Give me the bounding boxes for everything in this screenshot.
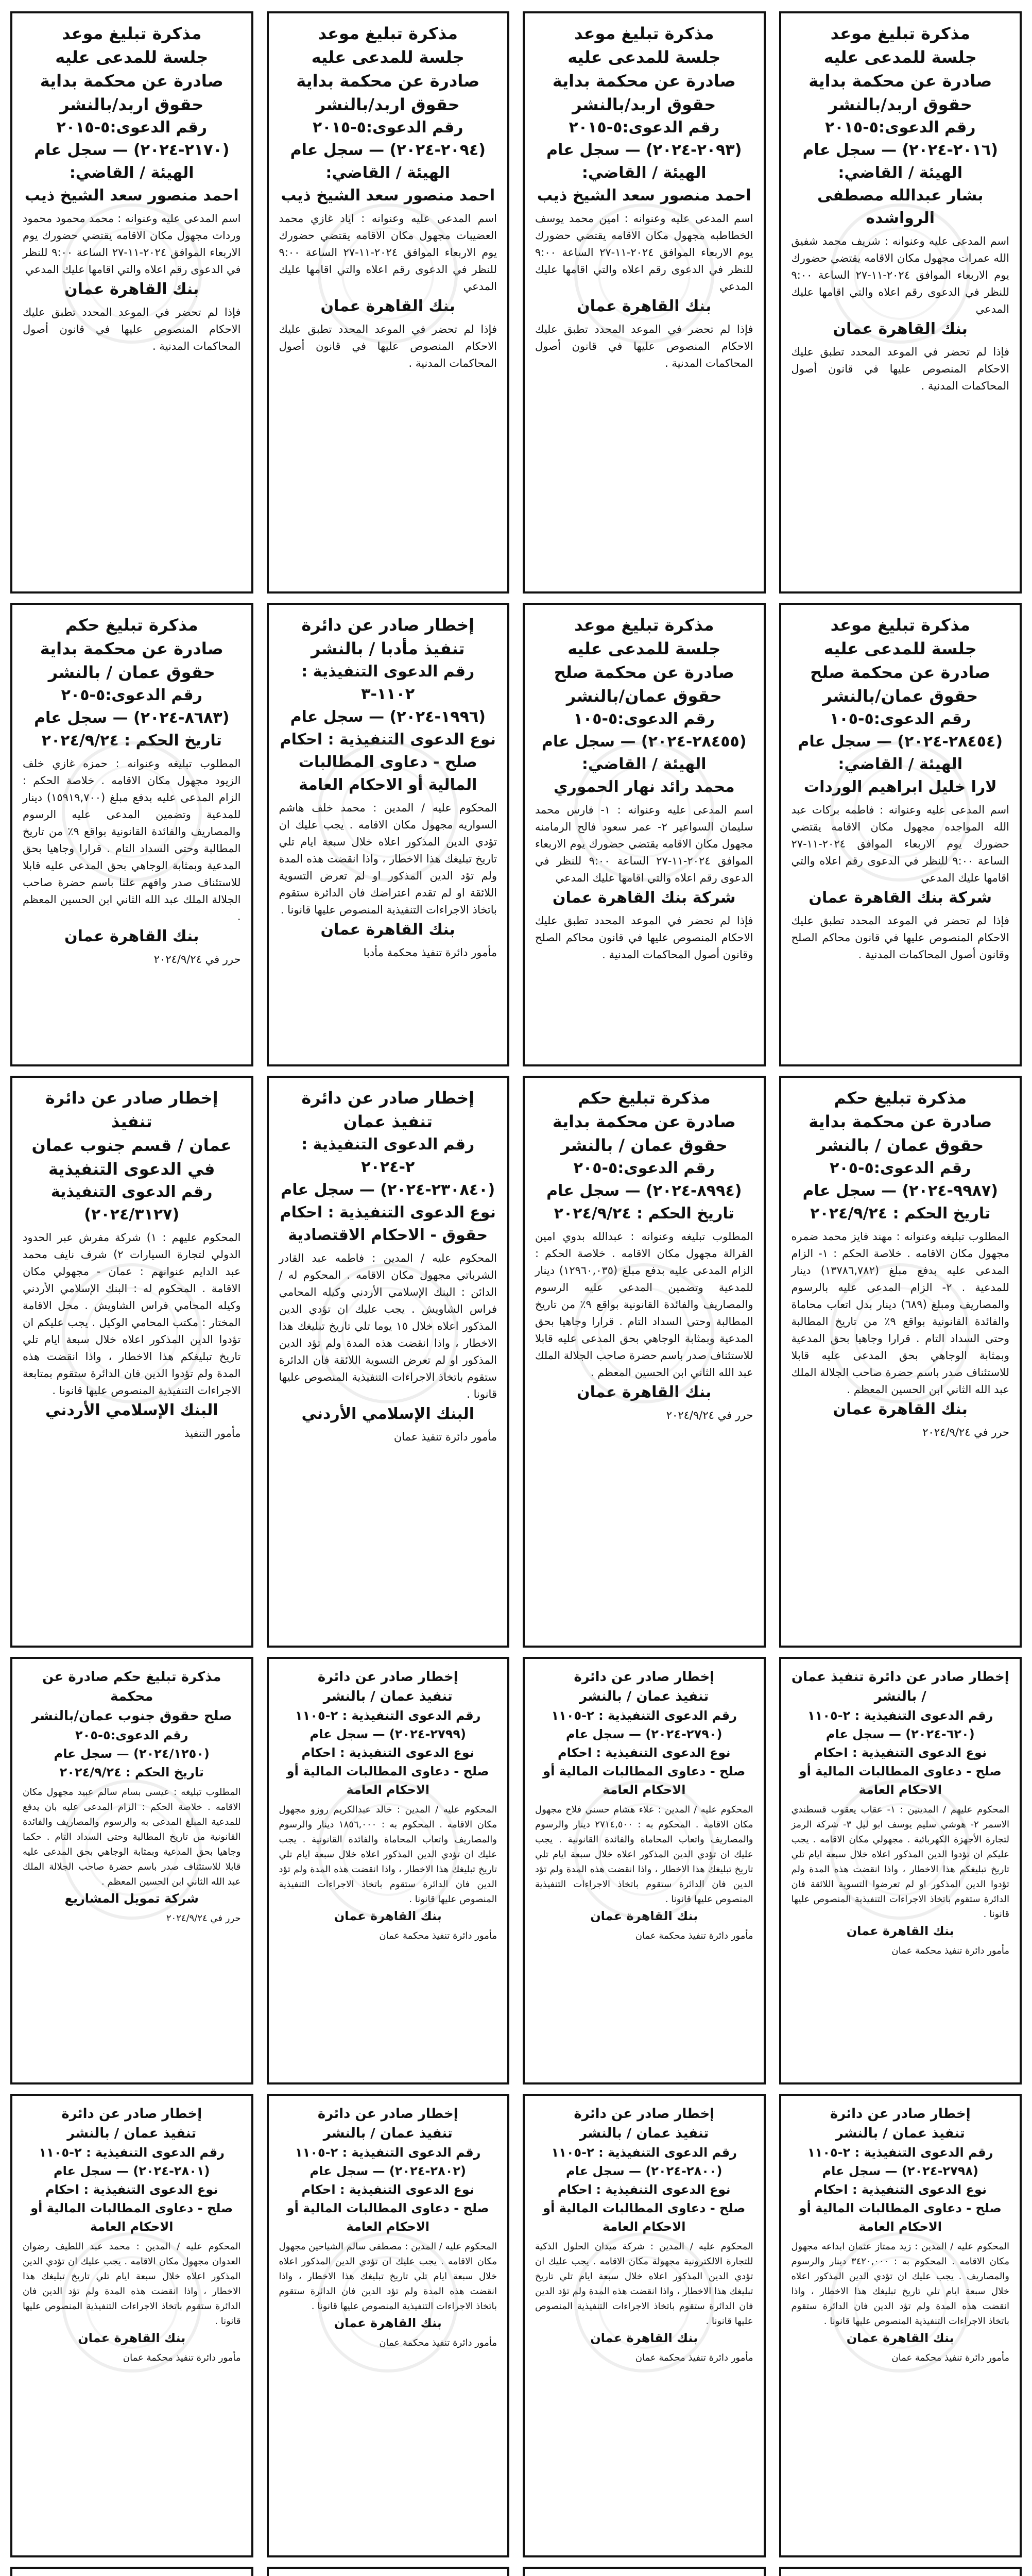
notice-case-info: تاريخ الحكم : ٢٠٢٤/٩/٢٤ <box>59 1765 204 1780</box>
notice-case-info: (٨٦٨٣-٢٠٢٤) — سجل عام <box>34 709 230 727</box>
notice-party: بنك القاهرة عمان <box>320 921 455 939</box>
legal-notice <box>10 11 253 594</box>
notice-case-info: صلح - دعاوى المطالبات المالية أو الاحكام العامة <box>286 1764 489 1797</box>
notice-party: بنك القاهرة عمان <box>320 297 455 315</box>
notice-body: المحكوم عليه / المدين : علاء هشام حسني فلاح مجهول مكان الاقامه . المحكوم به : ٢٧١٤,٥٠٠ دينار والرسوم والمصاريف واتعاب المحاماة والفائدة القانونية . يجب عليك ان تؤدي الدين المذكور اعلاه خلال سبعة ايام تلي تاريخ تبليغك هذا الاخطار ، واذا انقضت هذه المدة ولم تؤد الدين فان الدائرة ستقوم باتخاذ الاجراءات التنفيذية المنصوص عليها قانونا . <box>535 1804 753 1905</box>
notice-footer: مأمور دائرة تنفيذ عمان <box>393 1431 497 1443</box>
notice-party: بنك القاهرة عمان <box>334 1909 442 1923</box>
notice-case-info: رقم الدعوى:٥-٢٠١٥ <box>569 118 720 137</box>
notice-body: اسم المدعى عليه وعنوانه : شريف محمد شفيق الله عمرات مجهول مكان الاقامه يقتضي حضورك يوم الاربعاء الموافق ٢٠٢٤-١١-٢٧ الساعة ٩:٠٠ للنظر في الدعوى رقم اعلاه والتي اقامها عليك المدعي <box>791 235 1009 315</box>
notice-heading: جلسة للمدعى عليه <box>311 47 465 67</box>
notice-case-info: صلح - دعاوى المطالبات المالية أو الاحكام العامة <box>298 753 477 794</box>
legal-notice <box>10 1076 253 1648</box>
notice-party: بنك القاهرة عمان <box>64 280 199 298</box>
notice-case-info: الهيئة / القاضي: <box>325 164 451 182</box>
notice-heading: حقوق اربد/بالنشر <box>316 95 460 114</box>
notice-footer: حرر في ٢٠٢٤/٩/٢٤ <box>153 953 241 965</box>
legal-notice <box>779 2094 1022 2557</box>
notice-footer: فإذا لم تحضر في الموعد المحدد تطبق عليك الاحكام المنصوص عليها في قانون أصول المحاكمات المدنية . <box>23 306 241 352</box>
notice-case-info: (٢٨٠١-٢٠٢٤) — سجل عام <box>54 2164 210 2178</box>
legal-notice <box>10 1657 253 2084</box>
notice-case-info: (٢٧٩٩-٢٠٢٤) — سجل عام <box>309 1727 466 1741</box>
notice-heading: تنفيذ مأدبا / بالنشر <box>311 639 465 658</box>
notice-body: المحكوم عليه / المدين : محمد عبد اللطيف رضوان العدوان مجهول مكان الاقامه . يجب عليك ان تؤدي الدين المذكور اعلاه خلال سبعة ايام تلي تاريخ تبليغك هذا الاخطار ، واذا انقضت هذه المدة ولم تؤد الدين فان الدائرة ستقوم باتخاذ الاجراءات التنفيذية المنصوص عليها قانونا . <box>23 2241 241 2327</box>
notice-party: شركة بنك القاهرة عمان <box>552 889 736 907</box>
notice-heading: تنفيذ عمان <box>343 1112 433 1131</box>
notice-party: شركة تمويل المشاريع <box>64 1891 199 1906</box>
notice-heading: مذكرة تبليغ حكم <box>834 1088 967 1108</box>
notice-heading: جلسة للمدعى عليه <box>567 47 721 67</box>
notice-party: بنك القاهرة عمان <box>64 927 199 945</box>
notice-heading: تنفيذ عمان / بالنشر <box>579 1689 709 1704</box>
notice-body: المحكوم عليه / المدين : شركة ميدان الحلول الذكية للتجارة الالكترونية مجهولة مكان الاقامه . يجب عليك ان تؤدي الدين المذكور اعلاه خلال سبعة ايام تلي تاريخ تبليغك هذا الاخطار ، واذا انقضت هذه المدة ولم تؤد الدين فان الدائرة ستقوم باتخاذ الاجراءات التنفيذية المنصوص عليها قانونا . <box>535 2241 753 2327</box>
notice-heading: تنفيذ عمان / بالنشر <box>579 2126 709 2141</box>
legal-notice <box>779 2567 1022 2576</box>
notice-body: المطلوب تبليغه وعنوانه : عبدالله بدوي امين القرالة مجهول مكان الاقامه . خلاصة الحكم : الزام المدعى عليه بدفع مبلغ (١٢٩٦٠,٠٣٥) دينار للمدعية وتضمين المدعى عليه الرسوم والمصاريف والفائدة القانونية بواقع ٩٪ من تاريخ المطالبة وحتى السداد التام . قرارا وجاهيا بحق المدعية وبمثابة الوجاهي بحق المدعى عليه قابلا للاستئناف صدر باسم حضرة صاحب الجلالة الملك عبد الله الثاني ابن الحسين المعظم . <box>535 1230 753 1379</box>
notice-case-info: رقم الدعوى:٥-٢٠٥ <box>573 1159 715 1177</box>
legal-notice <box>523 2094 766 2557</box>
notice-case-info: رقم الدعوى:٥-٢٠٥ <box>830 1159 971 1177</box>
notice-heading: صادرة عن محكمة صلح <box>554 663 734 682</box>
notice-case-info: (٢١٧٠-٢٠٢٤) — سجل عام <box>34 141 230 159</box>
notice-case-info: نوع الدعوى التنفيذية : احكام <box>558 2182 731 2197</box>
notice-case-info: تاريخ الحكم : ٢٠٢٤/٩/٢٤ <box>810 1205 991 1223</box>
notice-heading: حقوق اربد/بالنشر <box>828 95 972 114</box>
notice-party: بنك القاهرة عمان <box>577 297 712 315</box>
notice-case-info: احمد منصور سعد الشيخ ذيب <box>281 187 495 205</box>
notice-case-info: رقم الدعوى التنفيذية : ٢-١١٠٥ <box>551 1708 737 1723</box>
notice-heading: صادرة عن محكمة بداية <box>809 71 992 91</box>
notice-case-info: نوع الدعوى التنفيذية : احكام <box>280 731 496 749</box>
notice-heading: إخطار صادر عن دائرة <box>317 2106 458 2122</box>
notice-case-info: نوع الدعوى التنفيذية : احكام <box>45 2182 218 2197</box>
notice-body: المحكوم عليه / المدين : فاطمه عبد القادر الشرباتي مجهول مكان الاقامه . المحكوم له / الدائن : البنك الإسلامي الأردني وكيله المحامي فراس الشاويش . يجب عليك ان تؤدي الدين المذكور اعلاه خلال ١٥ يوما تلي تاريخ تبليغك هذا الاخطار ، واذا انقضت هذه المدة ولم تؤد الدين المذكور او لم تعرض التسوية اللائقة فان الدائرة ستقوم باتخاذ الاجراءات التنفيذية المنصوص عليها قانونا . <box>279 1252 497 1400</box>
notice-body: اسم المدعى عليه وعنوانه : فاطمه بركات عبد الله المواجده مجهول مكان الاقامه يقتضي حضورك يوم الاربعاء الموافق ٢٠٢٤-١١-٢٧ الساعة ٩:٠٠ للنظر في الدعوى رقم اعلاه والتي اقامها عليك المدعي <box>791 804 1009 884</box>
notice-footer: مأمور دائرة تنفيذ محكمة عمان <box>891 2352 1009 2363</box>
notice-case-info: حقوق - الاحكام الاقتصادية <box>288 1226 488 1244</box>
notice-party: بنك القاهرة عمان <box>833 1400 968 1418</box>
notice-case-info: (٢٣٠٨٤٠-٢٠٢٤) — سجل عام <box>281 1181 495 1199</box>
notice-footer: مأمور دائرة تنفيذ محكمة عمان <box>635 2352 753 2363</box>
notice-party: البنك الإسلامي الأردني <box>45 1401 218 1419</box>
notice-party: بنك القاهرة عمان <box>846 2331 954 2345</box>
notice-case-info: رقم الدعوى التنفيذية : ٢-١١٠٥ <box>807 1708 993 1723</box>
notice-case-info: نوع الدعوى التنفيذية : احكام <box>301 2182 474 2197</box>
notice-body: المطلوب تبليغه : عيسى بسام سالم عبيد مجهول مكان الاقامه . خلاصة الحكم : الزام المدعى عليه بان يدفع للمدعية المبلغ المدعى به والرسوم والمصاريف والفائدة القانونية من تاريخ المطالبة وحتى السداد التام . حكما وجاهيا بحق المدعية وبمثابة الوجاهي بحق المدعى عليه قابلا للاستئناف صدر باسم حضرة صاحب الجلالة الملك عبد الله الثاني ابن الحسين المعظم . <box>23 1787 241 1887</box>
legal-notice <box>267 603 510 1066</box>
notice-heading: مذكرة تبليغ حكم <box>65 615 198 635</box>
notice-case-info: (٢٠١٦-٢٠٢٤) — سجل عام <box>802 141 998 159</box>
notice-case-info: نوع الدعوى التنفيذية : احكام <box>814 1745 987 1760</box>
notice-case-info: بشار عبدالله مصطفى الرواشده <box>817 187 984 227</box>
notice-heading: إخطار صادر عن دائرة تنفيذ عمان / بالنشر <box>791 1669 1009 1704</box>
notice-case-info: الهيئة / القاضي: <box>581 755 707 773</box>
notice-case-info: تاريخ الحكم : ٢٠٢٤/٩/٢٤ <box>554 1205 734 1223</box>
notice-heading: جلسة للمدعى عليه <box>823 639 977 658</box>
notice-case-info: صلح - دعاوى المطالبات المالية أو الاحكام العامة <box>30 2201 233 2234</box>
notice-heading: إخطار صادر عن دائرة <box>61 2106 202 2122</box>
notice-body: اسم المدعى عليه وعنوانه : اياد غازي محمد العضيبات مجهول مكان الاقامه يقتضي حضورك يوم الاربعاء الموافق ٢٠٢٤-١١-٢٧ الساعة ٩:٠٠ للنظر في الدعوى رقم اعلاه والتي اقامها عليك المدعي <box>279 212 497 293</box>
notice-case-info: رقم الدعوى:٥-٢٠١٥ <box>312 118 463 137</box>
notice-case-info: (٢٧٩٠-٢٠٢٤) — سجل عام <box>566 1727 723 1741</box>
notice-case-info: صلح - دعاوى المطالبات المالية أو الاحكام العامة <box>286 2201 489 2234</box>
notice-body: المحكوم عليه / المدين : خالد عبدالكريم روزو مجهول مكان الاقامه . المحكوم به : ١٨٥٦,٠٠٠ دينار والرسوم والمصاريف واتعاب المحاماة والفائدة القانونية . يجب عليك ان تؤدي الدين المذكور اعلاه خلال سبعة ايام تلي تاريخ تبليغك هذا الاخطار ، واذا انقضت هذه المدة ولم تؤد الدين فان الدائرة ستقوم باتخاذ الاجراءات التنفيذية المنصوص عليها قانونا . <box>279 1804 497 1905</box>
legal-notice <box>523 603 766 1066</box>
legal-notice <box>267 11 510 594</box>
legal-notice <box>267 2094 510 2557</box>
notice-body: اسم المدعى عليه وعنوانه : محمد محمود محمود وردات مجهول مكان الاقامه يقتضي حضورك يوم الاربعاء الموافق ٢٠٢٤-١١-٢٧ الساعة ٩:٠٠ للنظر في الدعوى رقم اعلاه والتي اقامها عليك المدعي <box>23 212 241 276</box>
notice-footer: مأمور دائرة تنفيذ محكمة عمان <box>891 1945 1009 1956</box>
notice-heading: مذكرة تبليغ موعد <box>574 24 714 43</box>
notice-case-info: رقم الدعوى:٥-٢٠١٥ <box>824 118 976 137</box>
notice-heading: إخطار صادر عن دائرة <box>301 1088 475 1108</box>
notice-heading: إخطار صادر عن دائرة تنفيذ <box>45 1088 218 1131</box>
notice-footer: فإذا لم تحضر في الموعد المحدد تطبق عليك الاحكام المنصوص عليها في قانون أصول المحاكمات المدنية . <box>535 323 753 369</box>
notice-case-info: رقم الدعوى:٥-٢٠٥ <box>75 1728 188 1742</box>
notice-case-info: (٢٠٢٤/٣١٢٧) <box>84 1206 180 1224</box>
notice-party: بنك القاهرة عمان <box>577 1383 712 1401</box>
notice-case-info: رقم الدعوى التنفيذية : ٢-١١٠٥ <box>551 2145 737 2160</box>
legal-notice <box>779 1657 1022 2084</box>
notice-case-info: رقم الدعوى التنفيذية : ١١٠٢-٣ <box>301 663 475 703</box>
notice-heading: تنفيذ عمان / بالنشر <box>835 2126 965 2141</box>
notice-heading: عمان / قسم جنوب عمان <box>31 1136 232 1155</box>
legal-notice <box>523 1657 766 2084</box>
notice-heading: إخطار صادر عن دائرة <box>574 2106 715 2122</box>
notice-case-info: رقم الدعوى التنفيذية : ٢-١١٠٥ <box>39 2145 225 2160</box>
legal-notice <box>267 2567 510 2576</box>
notice-heading: صادرة عن محكمة صلح <box>810 663 991 682</box>
notice-case-info: (٢٨٤٥٤-٢٠٢٤) — سجل عام <box>798 733 1003 751</box>
notice-case-info: لارا خليل ابراهيم الوردات <box>803 778 997 796</box>
notice-footer: حرر في ٢٠٢٤/٩/٢٤ <box>922 1426 1009 1438</box>
notice-footer: فإذا لم تحضر في الموعد المحدد تطبق عليك الاحكام المنصوص عليها في قانون محاكم الصلح وقانون أصول المحاكمات المدنية . <box>791 914 1009 961</box>
notice-case-info: احمد منصور سعد الشيخ ذيب <box>24 187 239 205</box>
notice-footer: مأمور دائرة تنفيذ محكمة عمان <box>379 1930 497 1941</box>
notice-heading: إخطار صادر عن دائرة <box>301 615 475 635</box>
notice-case-info: رقم الدعوى التنفيذية : ٢-١١٠٥ <box>295 2145 481 2160</box>
legal-notice <box>779 603 1022 1066</box>
notice-footer: حرر في ٢٠٢٤/٩/٢٤ <box>166 1913 241 1924</box>
notice-heading: صادرة عن محكمة بداية <box>40 71 223 91</box>
notice-heading: جلسة للمدعى عليه <box>567 639 721 658</box>
notice-footer: فإذا لم تحضر في الموعد المحدد تطبق عليك الاحكام المنصوص عليها في قانون أصول المحاكمات المدنية . <box>791 346 1009 392</box>
notice-heading: مذكرة تبليغ موعد <box>318 24 458 43</box>
notice-case-info: نوع الدعوى التنفيذية : احكام <box>301 1745 474 1760</box>
notice-case-info: (٦٢٠-٢٠٢٤) — سجل عام <box>825 1727 975 1741</box>
notice-case-info: رقم الدعوى:٥-١٠٥ <box>830 710 971 728</box>
notice-case-info: الهيئة / القاضي: <box>69 164 194 182</box>
legal-notice <box>779 1076 1022 1648</box>
legal-notice <box>523 11 766 594</box>
notice-body: اسم المدعى عليه وعنوانه : ١- فارس محمد سليمان السواعير ٢- عمر سعود فالح الرمامنه مجهول مكان الاقامه يقتضي حضورك يوم الاربعاء الموافق ٢٠٢٤-١١-٢٧ الساعة ٩:٠٠ للنظر في الدعوى رقم اعلاه والتي اقامها عليك المدعي <box>535 804 753 884</box>
notice-heading: إخطار صادر عن دائرة <box>317 1669 458 1685</box>
notice-heading: حقوق عمان / بالنشر <box>560 1136 728 1155</box>
notice-case-info: محمد رائد نهار الحموري <box>553 778 735 796</box>
notice-body: المطلوب تبليغه وعنوانه : حمزه غازي خلف الزيود مجهول مكان الاقامه . خلاصة الحكم : الزام المدعى عليه بدفع مبلغ (١٥٩١٩,٧٠٠) دينار للمدعية وتضمين المدعى عليه الرسوم والمصاريف والفائدة القانونية بواقع ٩٪ من تاريخ المطالبة وحتى السداد التام . قرارا وجاهيا بحق المدعية وبمثابة الوجاهي بحق المدعى عليه قابلا للاستئناف صدر وافهم علنا باسم حضرة صاحب الجلالة الملك عبد الله الثاني ابن الحسين المعظم . <box>23 757 241 923</box>
legal-notice <box>10 2567 253 2576</box>
notice-heading: إخطار صادر عن دائرة <box>574 1669 715 1685</box>
notice-heading: إخطار صادر عن دائرة <box>830 2106 971 2122</box>
notice-case-info: (٢٧٩٨-٢٠٢٤) — سجل عام <box>822 2164 978 2178</box>
notice-case-info: صلح - دعاوى المطالبات المالية أو الاحكام العامة <box>543 1764 746 1797</box>
notice-case-info: نوع الدعوى التنفيذية : احكام <box>280 1204 496 1222</box>
legal-notice <box>10 2094 253 2557</box>
notice-body: المحكوم عليهم : ١) شركة مفرش عبر الحدود الدولي لتجارة السيارات ٢) شرف نايف محمد عبد الدايم عنوانهم : عمان - مجهولي مكان الاقامة . المحكوم له : البنك الإسلامي الأردني وكيله المحامي فراس الشاويش . محل الاقامة المختار : مكتب المحامي الوكيل . يجب عليكم ان تؤدوا الدين المذكور اعلاه خلال سبعة ايام تلي تاريخ تبليغكم هذا الاخطار ، واذا انقضت هذه المدة ولم تؤدوا الدين فان الدائرة ستقوم بمتابعة الاجراءات التنفيذية المنصوص عليها قانونا . <box>23 1231 241 1397</box>
notice-body: المحكوم عليه / المدين : مصطفى سالم الشياحين مجهول مكان الاقامه . يجب عليك ان تؤدي الدين المذكور اعلاه خلال سبعة ايام تلي تاريخ تبليغك هذا الاخطار ، واذا انقضت هذه المدة ولم تؤد الدين فان الدائرة ستقوم باتخاذ الاجراءات التنفيذية المنصوص عليها قانونا . <box>279 2241 497 2312</box>
notice-body: المحكوم عليهم / المدينين : ١- عقاب يعقوب قسطندي الاسمر ٢- هوشي سليم يوسف ابو ليل ٣- شركة الرمز لتجارة الأجهزة الكهربائية . مجهولي مكان الاقامه . يجب عليكم ان تؤدوا الدين المذكور اعلاه خلال سبعة ايام تلي تاريخ تبليغكم هذا الاخطار ، واذا انقضت هذه المدة ولم تؤدوا الدين المذكور او لم تعرضوا التسوية اللائقة فان الدائرة ستقوم باتخاذ الاجراءات التنفيذية المنصوص عليها قانونا . <box>791 1804 1009 1920</box>
notice-case-info: الهيئة / القاضي: <box>838 164 963 182</box>
legal-notice <box>10 603 253 1066</box>
notice-body: المحكوم عليه / المدين : محمد خلف هاشم السواريه مجهول مكان الاقامه . يجب عليك ان تؤدي الدين المذكور اعلاه خلال سبعة ايام تلي تاريخ تبليغك هذا الاخطار ، واذا انقضت هذه المدة ولم تؤد الدين المذكور او لم تعرض التسوية اللائقة او لم تقدم اعتراضك فان الدائرة ستقوم باتخاذ الاجراءات التنفيذية المنصوص عليها قانونا . <box>279 802 497 916</box>
notice-footer: فإذا لم تحضر في الموعد المحدد تطبق عليك الاحكام المنصوص عليها في قانون أصول المحاكمات المدنية . <box>279 323 497 369</box>
notice-heading: تنفيذ عمان / بالنشر <box>323 2126 453 2141</box>
notice-case-info: نوع الدعوى التنفيذية : احكام <box>558 1745 731 1760</box>
notice-heading: صادرة عن محكمة بداية <box>809 1112 992 1131</box>
notice-case-info: الهيئة / القاضي: <box>838 755 963 773</box>
notice-case-info: (٨٩٩٤-٢٠٢٤) — سجل عام <box>546 1182 742 1200</box>
notice-footer: مأمور دائرة تنفيذ محكمة عمان <box>635 1930 753 1941</box>
legal-notice <box>523 2567 766 2576</box>
notice-party: بنك القاهرة عمان <box>78 2331 186 2345</box>
notice-case-info: رقم الدعوى:٥-٢٠٥ <box>61 686 202 704</box>
notice-heading: حقوق عمان / بالنشر <box>817 1136 984 1155</box>
notice-heading: مذكرة تبليغ موعد <box>830 615 970 635</box>
notice-heading: مذكرة تبليغ موعد <box>574 615 714 635</box>
notice-party: شركة بنك القاهرة عمان <box>809 889 992 907</box>
notice-heading: صلح حقوق جنوب عمان/بالنشر <box>31 1708 232 1724</box>
notice-heading: تنفيذ عمان / بالنشر <box>323 1689 453 1704</box>
notice-case-info: احمد منصور سعد الشيخ ذيب <box>537 187 751 205</box>
notice-case-info: رقم الدعوى التنفيذية <box>50 1183 213 1201</box>
legal-notice <box>523 1076 766 1648</box>
notice-case-info: (١٩٩٦-٢٠٢٤) — سجل عام <box>290 708 486 726</box>
notice-heading: حقوق عمان/بالنشر <box>566 686 722 706</box>
legal-notice <box>267 1076 510 1648</box>
notice-body: المحكوم عليه / المدين : زيد ممتاز عثمان ابداعه مجهول مكان الاقامه . المحكوم به : ٣٤٢٠,٠٠٠ دينار والرسوم والمصاريف . يجب عليك ان تؤدي الدين المذكور اعلاه خلال سبعة ايام تلي تاريخ تبليغك هذا الاخطار ، واذا انقضت هذه المدة ولم تؤد الدين فان الدائرة ستقوم باتخاذ الاجراءات التنفيذية المنصوص عليها قانونا . <box>791 2241 1009 2327</box>
notice-footer: مأمور دائرة تنفيذ محكمة عمان <box>123 2352 241 2363</box>
notice-heading: في الدعوى التنفيذية <box>48 1159 215 1179</box>
notice-case-info: صلح - دعاوى المطالبات المالية أو الاحكام العامة <box>799 1764 1002 1797</box>
notice-heading: جلسة للمدعى عليه <box>55 47 209 67</box>
notice-heading: مذكرة تبليغ موعد <box>62 24 202 43</box>
notice-heading: حقوق عمان / بالنشر <box>48 663 215 682</box>
notice-case-info: رقم الدعوى:٥-٢٠١٥ <box>56 118 208 137</box>
legal-notice <box>779 11 1022 594</box>
notice-case-info: (٩٩٨٧-٢٠٢٤) — سجل عام <box>802 1182 998 1200</box>
notice-heading: مذكرة تبليغ حكم <box>577 1088 711 1108</box>
notice-heading: حقوق اربد/بالنشر <box>572 95 716 114</box>
notice-party: بنك القاهرة عمان <box>590 2331 698 2345</box>
notice-case-info: رقم الدعوى التنفيذية : ٢-١١٠٥ <box>807 2145 993 2160</box>
notice-heading: حقوق اربد/بالنشر <box>60 95 204 114</box>
notice-case-info: (٢٠٩٣-٢٠٢٤) — سجل عام <box>546 141 742 159</box>
notice-party: بنك القاهرة عمان <box>846 1924 954 1938</box>
notice-case-info: تاريخ الحكم : ٢٠٢٤/٩/٢٤ <box>41 732 222 750</box>
notice-case-info: (٢٠٢٤/١٢٥٠) — سجل عام <box>54 1747 210 1761</box>
notice-heading: حقوق عمان/بالنشر <box>822 686 978 706</box>
notice-case-info: الهيئة / القاضي: <box>581 164 707 182</box>
notice-case-info: صلح - دعاوى المطالبات المالية أو الاحكام العامة <box>543 2201 746 2234</box>
notice-heading: صادرة عن محكمة بداية <box>552 71 736 91</box>
notice-case-info: نوع الدعوى التنفيذية : احكام <box>814 2182 987 2197</box>
notice-case-info: (٢٠٩٤-٢٠٢٤) — سجل عام <box>290 141 486 159</box>
notice-case-info: (٢٨٠٠-٢٠٢٤) — سجل عام <box>566 2164 723 2178</box>
notice-heading: مذكرة تبليغ حكم صادرة عن محكمة <box>42 1669 221 1704</box>
notice-heading: صادرة عن محكمة بداية <box>296 71 480 91</box>
notice-heading: صادرة عن محكمة بداية <box>552 1112 736 1131</box>
legal-notice <box>267 1657 510 2084</box>
notice-footer: فإذا لم تحضر في الموعد المحدد تطبق عليك الاحكام المنصوص عليها في قانون محاكم الصلح وقانون أصول المحاكمات المدنية . <box>535 914 753 961</box>
notice-heading: صادرة عن محكمة بداية <box>40 639 223 658</box>
notice-party: بنك القاهرة عمان <box>833 320 968 338</box>
notice-heading: مذكرة تبليغ موعد <box>830 24 970 43</box>
notice-heading: تنفيذ عمان / بالنشر <box>67 2126 197 2141</box>
notice-footer: حرر في ٢٠٢٤/٩/٢٤ <box>666 1409 753 1421</box>
notice-party: البنك الإسلامي الأردني <box>301 1405 475 1423</box>
notice-case-info: (٢٨٠٢-٢٠٢٤) — سجل عام <box>309 2164 466 2178</box>
notice-body: المطلوب تبليغه وعنوانه : مهند فايز محمد ضمره مجهول مكان الاقامه . خلاصة الحكم : ١- الزام المدعى عليه بدفع مبلغ (١٣٧٨٦,٧٨٢) دينار للمدعية . ٢- الزام المدعى عليه بالرسوم والمصاريف ومبلغ (٦٨٩) دينار بدل اتعاب محاماة والفائدة القانونية بواقع ٩٪ من تاريخ المطالبة وحتى السداد التام . قرارا وجاهيا بحق المدعية وبمثابة الوجاهي بحق المدعى عليه قابلا للاستئناف صدر باسم حضرة صاحب الجلالة الملك عبد الله الثاني ابن الحسين المعظم . <box>791 1230 1009 1396</box>
notice-party: بنك القاهرة عمان <box>590 1909 698 1923</box>
notice-case-info: رقم الدعوى:٥-١٠٥ <box>573 710 715 728</box>
notice-case-info: رقم الدعوى التنفيذية : ٢-٢٠٢٤ <box>301 1136 475 1176</box>
notice-footer: مأمور التنفيذ <box>184 1427 241 1439</box>
notice-party: بنك القاهرة عمان <box>334 2316 442 2330</box>
notice-case-info: صلح - دعاوى المطالبات المالية أو الاحكام العامة <box>799 2201 1002 2234</box>
notice-case-info: رقم الدعوى التنفيذية : ٢-١١٠٥ <box>295 1708 481 1723</box>
notice-case-info: (٢٨٤٥٥-٢٠٢٤) — سجل عام <box>541 733 747 751</box>
notice-heading: جلسة للمدعى عليه <box>823 47 977 67</box>
notice-footer: مأمور دائرة تنفيذ محكمة مأدبا <box>363 946 497 959</box>
notice-footer: مأمور دائرة تنفيذ محكمة عمان <box>379 2337 497 2348</box>
notice-body: اسم المدعى عليه وعنوانه : امين محمد يوسف الخطاطبه مجهول مكان الاقامه يقتضي حضورك يوم الاربعاء الموافق ٢٠٢٤-١١-٢٧ الساعة ٩:٠٠ للنظر في الدعوى رقم اعلاه والتي اقامها عليك المدعي <box>535 212 753 293</box>
